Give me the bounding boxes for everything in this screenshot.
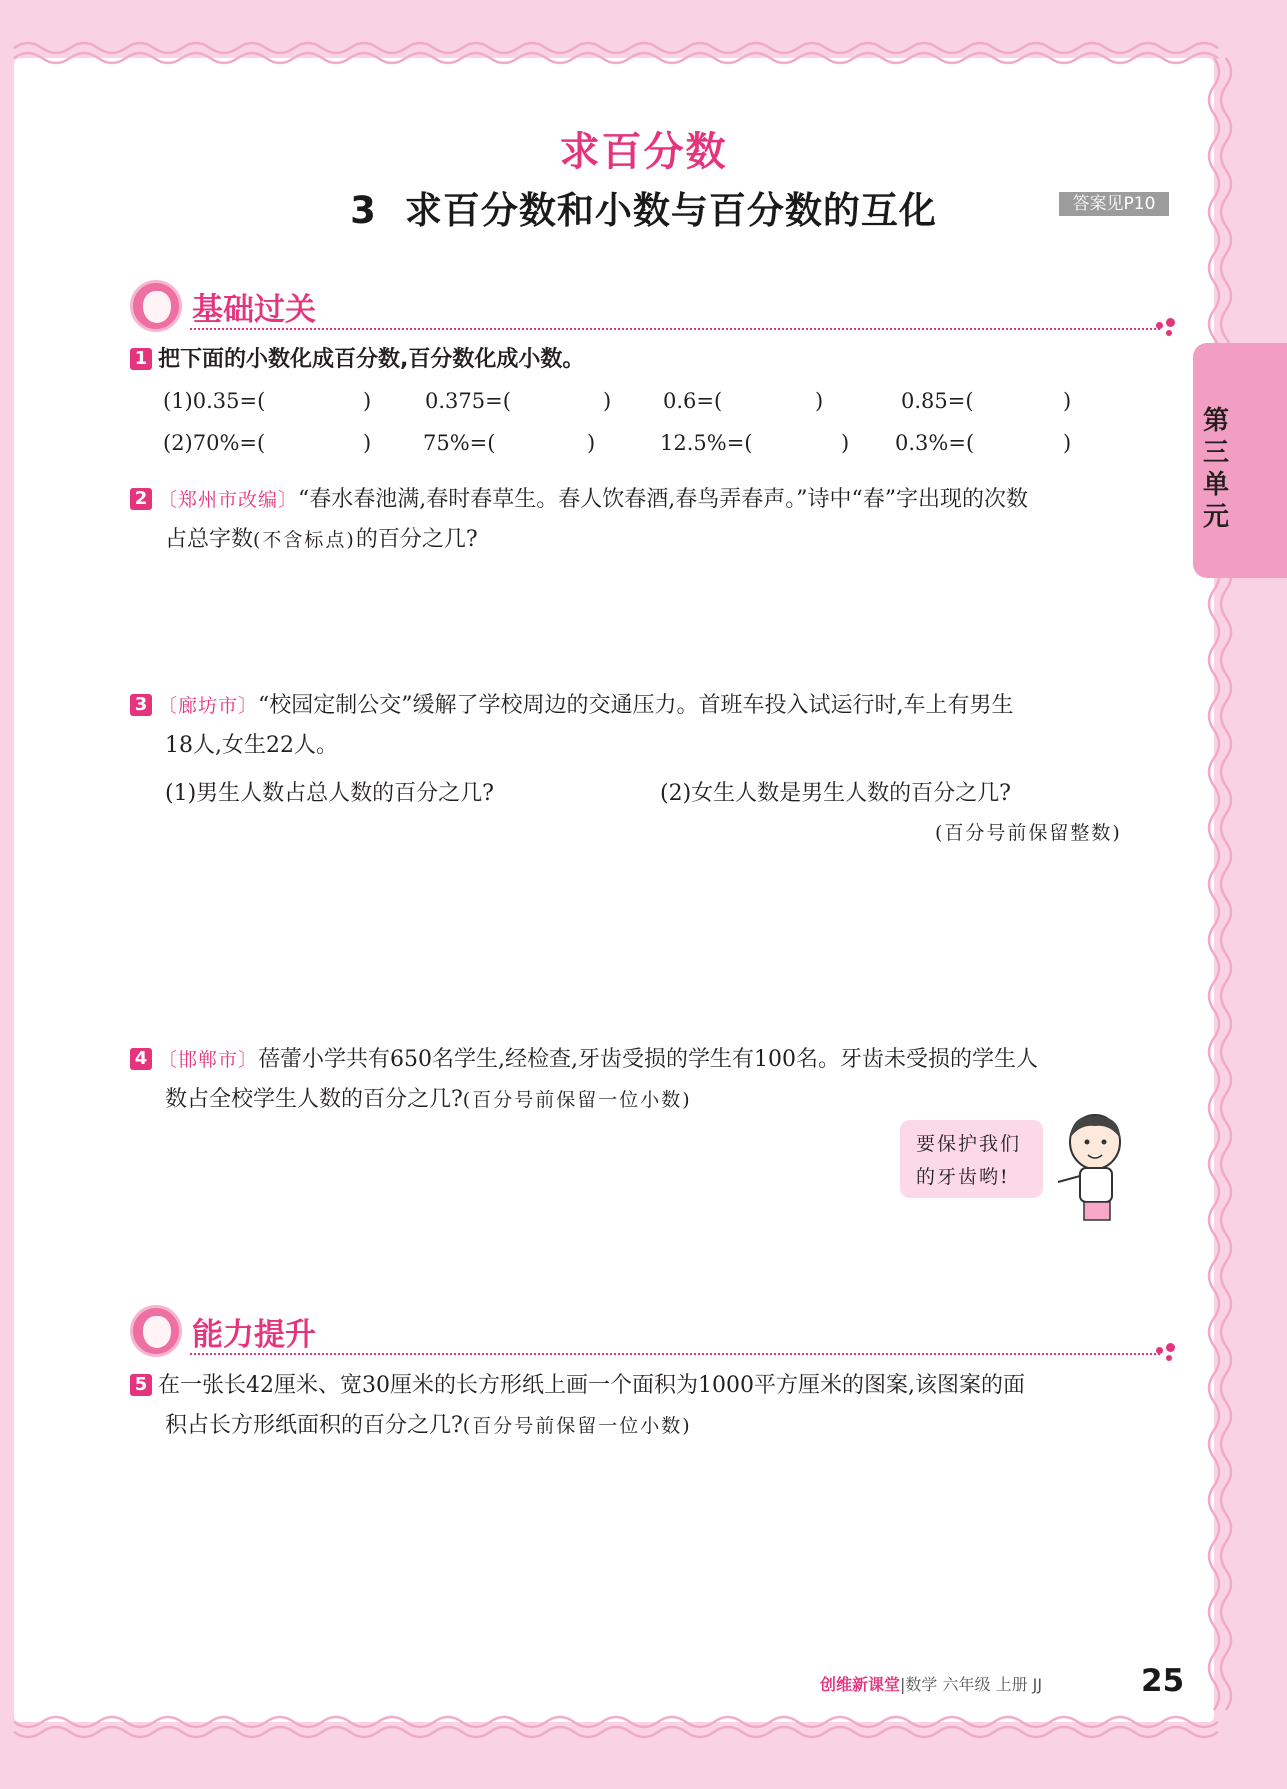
q1-blank-close: ) <box>587 431 596 455</box>
q1-blank-close: ) <box>841 431 850 455</box>
question-text: 数占全校学生人数的百分之几? <box>165 1087 463 1112</box>
question-number: 3 <box>130 694 152 716</box>
block-basic-header <box>130 280 1180 340</box>
question-note: (不含标点) <box>253 529 356 551</box>
question-4 <box>130 1040 1170 1120</box>
dots-ornament-icon <box>1156 318 1180 338</box>
q3-sub-question-1: (1)男生人数占总人数的百分之几? <box>165 781 494 806</box>
q1-item: 12.5%=( <box>660 431 753 455</box>
footer-brand: 创维新课堂 <box>820 1675 901 1694</box>
bubble-text: 要保护我们 <box>916 1133 1022 1155</box>
question-text: 的百分之几? <box>355 527 478 552</box>
q1-blank-close: ) <box>363 389 372 413</box>
mascot-avatar-icon <box>130 1305 182 1357</box>
question-1-text: 把下面的小数化成百分数,百分数化成小数。 <box>158 347 585 372</box>
question-number: 4 <box>130 1048 152 1070</box>
lesson-number: 3 <box>350 189 377 232</box>
q3-note: (百分号前保留整数) <box>935 822 1122 844</box>
mascot-avatar-icon <box>130 280 182 332</box>
block-advanced-header <box>130 1305 1180 1365</box>
q1-item: (1)0.35=( <box>163 389 266 413</box>
dotted-divider <box>190 328 1160 330</box>
q1-blank-close: ) <box>815 389 824 413</box>
bubble-text: 的牙齿哟! <box>916 1166 1010 1188</box>
question-text: 占总字数 <box>165 527 254 552</box>
q1-blank-close: ) <box>363 431 372 455</box>
section-title: 求百分数 <box>559 129 728 175</box>
dotted-divider <box>190 1353 1160 1355</box>
q1-blank-close: ) <box>1063 389 1072 413</box>
question-text: 18人,女生22人。 <box>165 733 338 758</box>
q3-sub-question-2: (2)女生人数是男生人数的百分之几? <box>660 781 1011 806</box>
question-note: (百分号前保留一位小数) <box>462 1415 692 1437</box>
block-basic-label: 基础过关 <box>192 292 316 328</box>
q1-blank-close: ) <box>603 389 612 413</box>
question-source: 〔郑州市改编〕 <box>158 489 299 511</box>
footer-book-info: |数学 六年级 上册 JJ <box>900 1675 1043 1694</box>
question-note: (百分号前保留一位小数) <box>462 1089 692 1111</box>
dots-ornament-icon <box>1156 1343 1180 1363</box>
block-advanced-label: 能力提升 <box>192 1317 316 1353</box>
question-number: 1 <box>130 348 152 370</box>
footer-info <box>820 1672 1042 1695</box>
question-text: 积占长方形纸面积的百分之几? <box>165 1413 463 1438</box>
q1-item: (2)70%=( <box>163 431 266 455</box>
q1-item: 0.6=( <box>663 389 723 413</box>
q1-item: 0.85=( <box>901 389 974 413</box>
question-1 <box>130 340 1170 380</box>
question-2 <box>130 480 1170 560</box>
q1-item: 0.375=( <box>425 389 511 413</box>
answer-reference: 答案见P10 <box>1059 192 1169 216</box>
q1-item: 75%=( <box>423 431 496 455</box>
q1-item: 0.3%=( <box>895 431 975 455</box>
question-text: 在一张长42厘米、宽30厘米的长方形纸上画一个面积为1000平方厘米的图案,该图案的面 <box>158 1373 1025 1398</box>
question-source: 〔邯郸市〕 <box>158 1049 259 1071</box>
page-number: 25 <box>1141 1663 1185 1699</box>
question-text: “校园定制公交”缓解了学校周边的交通压力。首班车投入试运行时,车上有男生 <box>258 693 1014 718</box>
q1-blank-close: ) <box>1063 431 1072 455</box>
speech-bubble <box>900 1120 1043 1198</box>
boy-illustration-icon <box>1050 1110 1140 1225</box>
question-text: “春水春池满,春时春草生。春人饮春酒,春鸟弄春声。”诗中“春”字出现的次数 <box>298 487 1028 512</box>
question-source: 〔廊坊市〕 <box>158 695 259 717</box>
lesson-title-text: 求百分数和小数与百分数的互化 <box>404 189 937 232</box>
question-number: 5 <box>130 1374 152 1396</box>
question-5 <box>130 1366 1170 1446</box>
question-number: 2 <box>130 488 152 510</box>
question-3 <box>130 686 1170 766</box>
question-text: 蓓蕾小学共有650名学生,经检查,牙齿受损的学生有100名。牙齿未受损的学生人 <box>258 1047 1038 1072</box>
unit-tab-label: 第三单元 <box>1202 406 1229 532</box>
